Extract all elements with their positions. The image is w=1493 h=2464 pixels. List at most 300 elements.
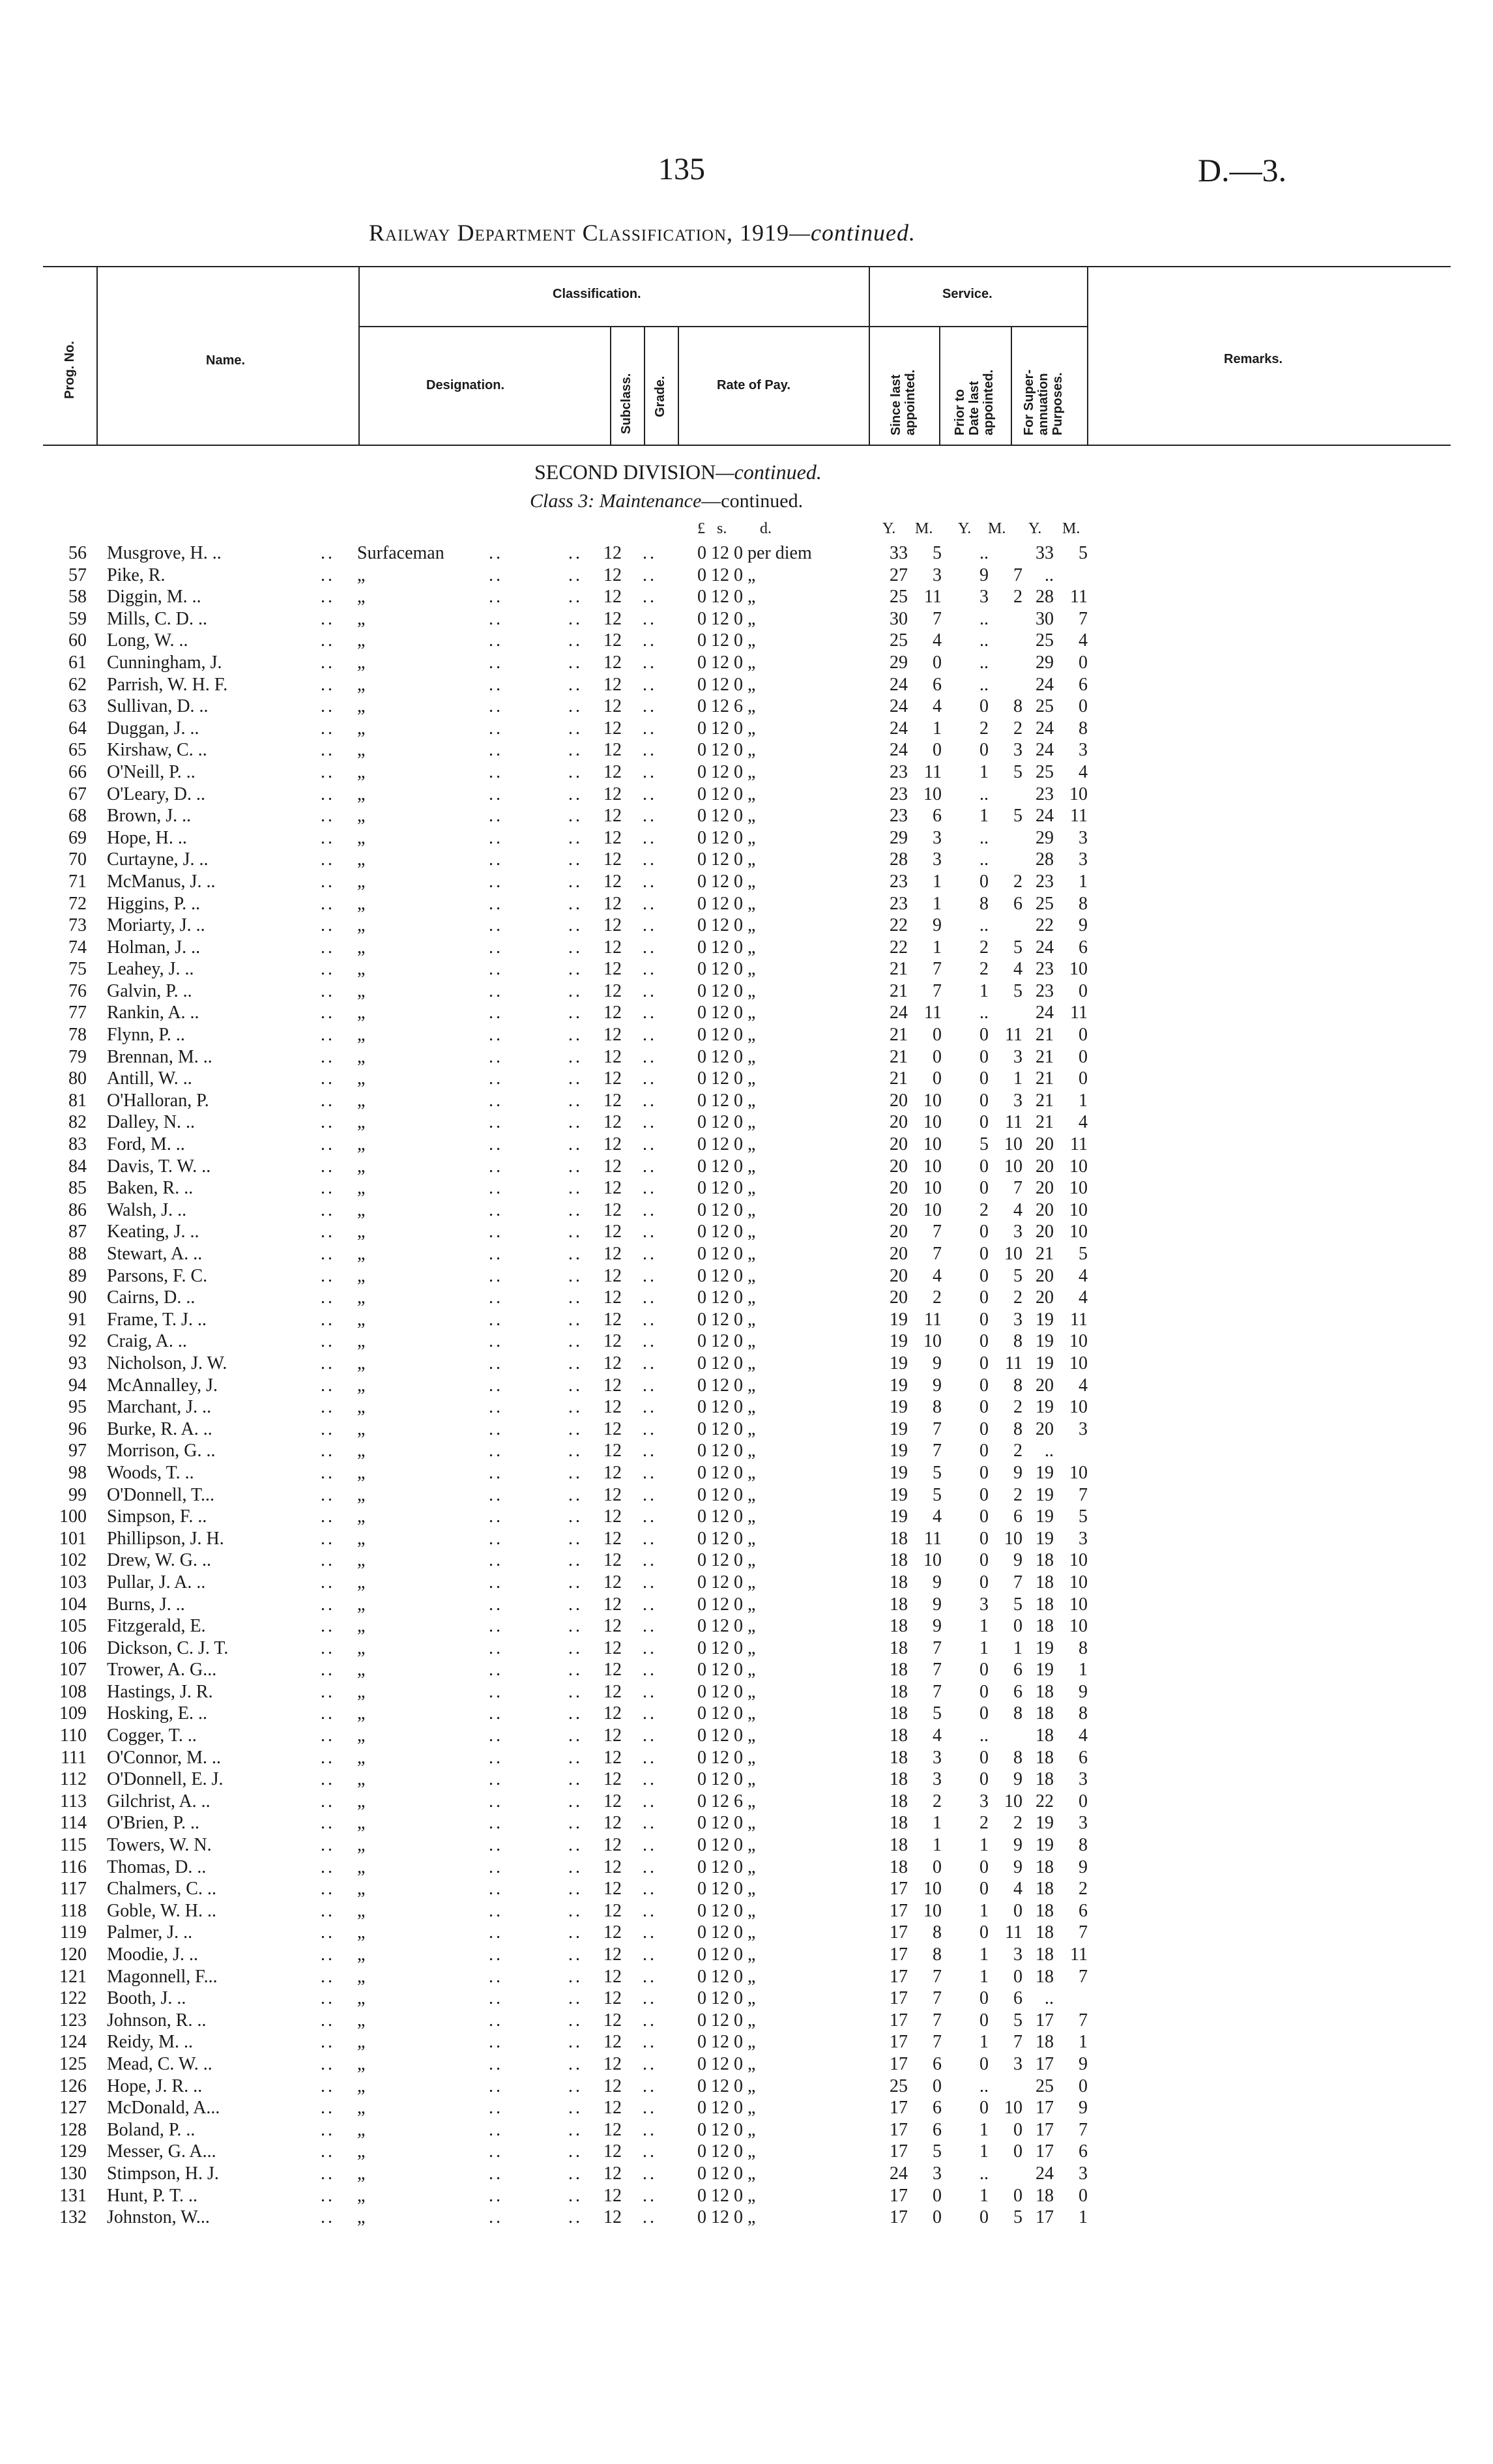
since-last-years: 18 xyxy=(890,1660,908,1680)
superannuation-years: 20 xyxy=(1036,1418,1054,1439)
leader-dots: .. xyxy=(489,849,503,870)
prior-to-date-months: 6 xyxy=(1013,1681,1022,1702)
prog-no: 121 xyxy=(59,1966,87,1987)
table-row xyxy=(0,1440,1493,1462)
since-last-months: 11 xyxy=(924,587,942,608)
since-last-service xyxy=(875,2010,947,2032)
table-row xyxy=(0,1287,1493,1309)
superannuation-service xyxy=(1021,1572,1093,1594)
since-last-service xyxy=(875,1156,947,1178)
subclass: 12 xyxy=(603,1156,622,1177)
superannuation-months: 10 xyxy=(1069,784,1088,804)
since-last-months: 10 xyxy=(923,1331,942,1352)
employee-name: Burns, J. .. xyxy=(107,1594,185,1615)
prior-to-date-months: 3 xyxy=(1013,1090,1022,1111)
superannuation-service xyxy=(1021,1068,1093,1090)
since-last-months: 3 xyxy=(933,827,942,848)
prior-to-date-years: .. xyxy=(979,2075,989,2096)
prog-no: 75 xyxy=(68,959,87,980)
superannuation-months: 10 xyxy=(1069,1462,1088,1483)
subclass: 12 xyxy=(603,2098,622,2119)
employee-name: Duggan, J. .. xyxy=(107,718,199,739)
superannuation-years: 18 xyxy=(1036,1922,1054,1943)
prog-no: 128 xyxy=(59,2119,87,2140)
leader-dots: .. xyxy=(643,630,657,651)
prog-no: 92 xyxy=(68,1331,87,1352)
designation: „ xyxy=(357,2075,366,2096)
since-last-months: 0 xyxy=(933,2075,942,2096)
since-last-years: 18 xyxy=(890,1637,908,1658)
employee-name: Dickson, C. J. T. xyxy=(107,1637,229,1658)
leader-dots: .. xyxy=(568,718,583,739)
superannuation-service xyxy=(1021,696,1093,718)
subclass: 12 xyxy=(603,1572,622,1592)
rate-of-pay: 0 12 0 „ xyxy=(697,1550,756,1571)
leader-dots: .. xyxy=(568,696,583,717)
leader-dots: .. xyxy=(568,1703,583,1724)
prior-to-date-years: 0 xyxy=(979,1681,989,1702)
designation: „ xyxy=(357,1879,366,1899)
prior-to-date-months: 3 xyxy=(1013,2053,1022,2074)
superannuation-months: 9 xyxy=(1079,1856,1088,1877)
leader-dots: .. xyxy=(489,2141,503,2162)
designation: „ xyxy=(357,1769,366,1790)
table-row xyxy=(0,1856,1493,1879)
leader-dots: .. xyxy=(568,565,583,585)
superannuation-months: 3 xyxy=(1079,740,1088,761)
since-last-years: 30 xyxy=(890,608,908,629)
table-row xyxy=(0,542,1493,565)
subclass: 12 xyxy=(603,1835,622,1856)
subclass: 12 xyxy=(603,1397,622,1418)
prog-no: 91 xyxy=(68,1309,87,1330)
superannuation-months: 4 xyxy=(1079,1375,1088,1396)
employee-name: O'Donnell, T... xyxy=(107,1484,214,1505)
superannuation-service xyxy=(1021,1681,1093,1703)
superannuation-years: 18 xyxy=(1036,1856,1054,1877)
header-name: Name. xyxy=(206,353,246,368)
rate-of-pay: 0 12 0 „ xyxy=(697,1879,756,1899)
rate-of-pay: 0 12 0 „ xyxy=(697,806,756,827)
prog-no: 105 xyxy=(59,1616,87,1637)
leader-dots: .. xyxy=(643,1046,657,1067)
table-row xyxy=(0,871,1493,893)
employee-name: Burke, R. A. .. xyxy=(107,1418,212,1439)
superannuation-months: 9 xyxy=(1079,1681,1088,1702)
superannuation-service xyxy=(1021,586,1093,608)
prog-no: 72 xyxy=(68,893,87,914)
table-row xyxy=(0,674,1493,696)
prog-no: 119 xyxy=(60,1922,87,1943)
superannuation-years: 17 xyxy=(1036,2119,1054,2140)
table-row xyxy=(0,1177,1493,1199)
prior-to-date-years: .. xyxy=(979,1725,989,1746)
rate-of-pay: 0 12 0 „ xyxy=(697,1418,756,1439)
prog-no: 83 xyxy=(68,1134,87,1155)
prior-to-date-months: 8 xyxy=(1013,1703,1022,1724)
superannuation-years: 18 xyxy=(1036,1879,1054,1899)
prior-to-date-years: 1 xyxy=(979,2141,989,2162)
table-row xyxy=(0,1900,1493,1922)
table-row xyxy=(0,1111,1493,1134)
superannuation-years: 20 xyxy=(1036,1199,1054,1220)
since-last-years: 23 xyxy=(890,806,908,827)
prior-to-date-years: 1 xyxy=(979,2185,989,2206)
since-last-service xyxy=(875,1243,947,1265)
table-row xyxy=(0,1265,1493,1287)
table-row xyxy=(0,2053,1493,2075)
prior-to-date-years: 0 xyxy=(979,1244,989,1264)
leader-dots: .. xyxy=(321,1835,335,1856)
since-last-years: 22 xyxy=(890,915,908,936)
prior-to-date-months: 7 xyxy=(1013,1178,1022,1199)
since-last-months: 0 xyxy=(933,2207,942,2228)
superannuation-service xyxy=(1021,1134,1093,1156)
prior-to-date-service xyxy=(956,1549,1021,1572)
employee-name: Morrison, G. .. xyxy=(107,1441,216,1461)
superannuation-service xyxy=(1021,565,1093,587)
since-last-years: 21 xyxy=(890,1025,908,1046)
superannuation-months: 10 xyxy=(1069,1572,1088,1592)
since-last-years: 27 xyxy=(890,565,908,585)
rate-of-pay: 0 12 0 „ xyxy=(697,2141,756,2162)
leader-dots: .. xyxy=(321,1922,335,1943)
leader-dots: .. xyxy=(643,1222,657,1242)
prog-no: 64 xyxy=(68,718,87,739)
since-last-months: 9 xyxy=(933,915,942,936)
prior-to-date-service xyxy=(956,2141,1021,2163)
superannuation-service xyxy=(1021,1418,1093,1441)
prior-to-date-months: 7 xyxy=(1013,1572,1022,1592)
leader-dots: .. xyxy=(489,980,503,1001)
since-last-years: 29 xyxy=(890,827,908,848)
rate-of-pay: 0 12 0 „ xyxy=(697,2053,756,2074)
superannuation-years: 19 xyxy=(1036,1353,1054,1373)
designation: „ xyxy=(357,1418,366,1439)
superannuation-months: 7 xyxy=(1079,1922,1088,1943)
leader-dots: .. xyxy=(489,1309,503,1330)
designation: „ xyxy=(357,1353,366,1373)
prior-to-date-years: .. xyxy=(979,2163,989,2184)
since-last-years: 20 xyxy=(890,1199,908,1220)
since-last-service xyxy=(875,1134,947,1156)
designation: „ xyxy=(357,2119,366,2140)
superannuation-months: 0 xyxy=(1079,1025,1088,1046)
rate-of-pay: 0 12 0 „ xyxy=(697,1375,756,1396)
since-last-months: 11 xyxy=(924,1309,942,1330)
superannuation-years: 23 xyxy=(1036,959,1054,980)
since-last-years: 19 xyxy=(890,1441,908,1461)
leader-dots: .. xyxy=(643,1528,657,1549)
prog-no: 93 xyxy=(68,1353,87,1373)
superannuation-months: 11 xyxy=(1070,1944,1088,1965)
since-last-service xyxy=(875,2119,947,2141)
superannuation-months: 2 xyxy=(1079,1879,1088,1899)
superannuation-years: 18 xyxy=(1036,2032,1054,2053)
table-row xyxy=(0,1659,1493,1681)
since-last-service xyxy=(875,1615,947,1637)
superannuation-years: 18 xyxy=(1036,1725,1054,1746)
leader-dots: .. xyxy=(489,784,503,804)
employee-name: Cogger, T. .. xyxy=(107,1725,197,1746)
table-row xyxy=(0,1002,1493,1024)
leader-dots: .. xyxy=(643,2053,657,2074)
superannuation-service xyxy=(1021,1922,1093,1944)
since-last-service xyxy=(875,1856,947,1879)
superannuation-years: 23 xyxy=(1036,784,1054,804)
prog-no: 103 xyxy=(59,1572,87,1592)
prog-no: 76 xyxy=(68,980,87,1001)
subclass: 12 xyxy=(603,2119,622,2140)
leader-dots: .. xyxy=(643,740,657,761)
since-last-months: 11 xyxy=(924,1003,942,1023)
leader-dots: .. xyxy=(643,1178,657,1199)
leader-dots: .. xyxy=(321,718,335,739)
employee-name: Messer, G. A... xyxy=(107,2141,216,2162)
subclass: 12 xyxy=(603,1988,622,2009)
prior-to-date-years: 0 xyxy=(979,2207,989,2228)
superannuation-service xyxy=(1021,784,1093,806)
employee-name: O'Neill, P. .. xyxy=(107,761,196,782)
superannuation-years: 19 xyxy=(1036,1484,1054,1505)
subclass: 12 xyxy=(603,761,622,782)
prior-to-date-service xyxy=(956,915,1021,937)
prog-no: 86 xyxy=(68,1199,87,1220)
leader-dots: .. xyxy=(643,1265,657,1286)
superannuation-months: 1 xyxy=(1079,1660,1088,1680)
employee-name: Higgins, P. .. xyxy=(107,893,201,914)
since-last-years: 20 xyxy=(890,1134,908,1155)
leader-dots: .. xyxy=(643,2098,657,2119)
leader-dots: .. xyxy=(321,959,335,980)
employee-name: Craig, A. .. xyxy=(107,1331,187,1352)
subclass: 12 xyxy=(603,1616,622,1637)
prior-to-date-years: 1 xyxy=(979,761,989,782)
superannuation-months: 10 xyxy=(1069,1331,1088,1352)
prior-to-date-service xyxy=(956,674,1021,696)
designation: „ xyxy=(357,849,366,870)
since-last-years: 19 xyxy=(890,1484,908,1505)
superannuation-service xyxy=(1021,1878,1093,1900)
prior-to-date-service xyxy=(956,1725,1021,1747)
leader-dots: .. xyxy=(489,1966,503,1987)
superannuation-years: 24 xyxy=(1036,937,1054,958)
since-last-years: 18 xyxy=(890,1616,908,1637)
subclass: 12 xyxy=(603,652,622,673)
leader-dots: .. xyxy=(321,1900,335,1921)
prior-to-date-years: 0 xyxy=(979,1988,989,2009)
header-remarks: Remarks. xyxy=(1224,352,1283,366)
rate-of-pay: 0 12 0 „ xyxy=(697,1199,756,1220)
prior-to-date-service xyxy=(956,1812,1021,1834)
leader-dots: .. xyxy=(568,1988,583,2009)
superannuation-service xyxy=(1021,2097,1093,2119)
prior-to-date-service xyxy=(956,1594,1021,1616)
subclass: 12 xyxy=(603,587,622,608)
designation: „ xyxy=(357,587,366,608)
leader-dots: .. xyxy=(489,1353,503,1373)
since-last-service xyxy=(875,1812,947,1834)
prior-to-date-years: .. xyxy=(979,1003,989,1023)
since-last-service xyxy=(875,1768,947,1791)
table-row xyxy=(0,1966,1493,1988)
since-last-years: 20 xyxy=(890,1090,908,1111)
employee-name: Galvin, P. .. xyxy=(107,980,192,1001)
since-last-years: 18 xyxy=(890,1681,908,1702)
prog-no: 109 xyxy=(59,1703,87,1724)
rate-of-pay: 0 12 0 „ xyxy=(697,1900,756,1921)
prior-to-date-service xyxy=(956,1878,1021,1900)
leader-dots: .. xyxy=(568,1222,583,1242)
leader-dots: .. xyxy=(489,1287,503,1308)
table-row xyxy=(0,2031,1493,2053)
prior-to-date-months: 2 xyxy=(1013,587,1022,608)
leader-dots: .. xyxy=(321,543,335,563)
staff-table-body xyxy=(0,542,1493,2229)
leader-dots: .. xyxy=(568,1725,583,1746)
leader-dots: .. xyxy=(643,1112,657,1133)
leader-dots: .. xyxy=(321,1353,335,1373)
leader-dots: .. xyxy=(489,871,503,892)
prog-no: 124 xyxy=(59,2032,87,2053)
subclass: 12 xyxy=(603,893,622,914)
prior-to-date-service xyxy=(956,718,1021,740)
designation: „ xyxy=(357,1550,366,1571)
employee-name: Mills, C. D. .. xyxy=(107,608,208,629)
prior-to-date-years: 1 xyxy=(979,1944,989,1965)
leader-dots: .. xyxy=(568,2119,583,2140)
leader-dots: .. xyxy=(568,652,583,673)
leader-dots: .. xyxy=(643,1922,657,1943)
superannuation-service xyxy=(1021,915,1093,937)
prog-no: 87 xyxy=(68,1222,87,1242)
unit-pence: d. xyxy=(760,520,772,537)
table-row xyxy=(0,2141,1493,2163)
subclass: 12 xyxy=(603,1375,622,1396)
unit-pounds: £ xyxy=(697,520,705,537)
superannuation-years: 25 xyxy=(1036,630,1054,651)
subclass: 12 xyxy=(603,1134,622,1155)
designation: „ xyxy=(357,2185,366,2206)
leader-dots: .. xyxy=(568,893,583,914)
since-last-months: 11 xyxy=(924,1528,942,1549)
class-title xyxy=(530,490,803,512)
since-last-months: 0 xyxy=(933,652,942,673)
prior-to-date-years: 1 xyxy=(979,1637,989,1658)
table-row xyxy=(0,2075,1493,2098)
superannuation-years: 20 xyxy=(1036,1178,1054,1199)
header-service: Service. xyxy=(942,287,993,301)
since-last-service xyxy=(875,893,947,915)
since-last-years: 24 xyxy=(890,740,908,761)
superannuation-years: 33 xyxy=(1036,543,1054,563)
leader-dots: .. xyxy=(489,1594,503,1615)
table-row xyxy=(0,1594,1493,1616)
superannuation-months: 5 xyxy=(1079,1506,1088,1527)
prog-no: 106 xyxy=(59,1637,87,1658)
prior-to-date-years: 1 xyxy=(979,1616,989,1637)
prior-to-date-months: 3 xyxy=(1013,1222,1022,1242)
prior-to-date-service xyxy=(956,586,1021,608)
table-row xyxy=(0,652,1493,674)
leader-dots: .. xyxy=(321,1046,335,1067)
leader-dots: .. xyxy=(568,2207,583,2228)
since-last-years: 19 xyxy=(890,1375,908,1396)
leader-dots: .. xyxy=(568,1944,583,1965)
prior-to-date-years: 0 xyxy=(979,1879,989,1899)
rate-of-pay: 0 12 0 „ xyxy=(697,1287,756,1308)
superannuation-years: 22 xyxy=(1036,915,1054,936)
prior-to-date-service xyxy=(956,849,1021,871)
leader-dots: .. xyxy=(568,915,583,936)
leader-dots: .. xyxy=(568,1660,583,1680)
since-last-years: 18 xyxy=(890,1791,908,1811)
prog-no: 120 xyxy=(59,1944,87,1965)
superannuation-service xyxy=(1021,2053,1093,2075)
leader-dots: .. xyxy=(321,1178,335,1199)
prior-to-date-months: 1 xyxy=(1013,1068,1022,1089)
prior-to-date-service xyxy=(956,1462,1021,1484)
since-last-years: 20 xyxy=(890,1222,908,1242)
superannuation-years: 17 xyxy=(1036,2053,1054,2074)
prog-no: 125 xyxy=(59,2053,87,2074)
prior-to-date-years: 1 xyxy=(979,980,989,1001)
since-last-months: 9 xyxy=(933,1572,942,1592)
prior-to-date-years: 0 xyxy=(979,2053,989,2074)
superannuation-months: 11 xyxy=(1070,1003,1088,1023)
prog-no: 84 xyxy=(68,1156,87,1177)
prior-to-date-years: 0 xyxy=(979,1309,989,1330)
unit-years-since: Y. xyxy=(882,520,896,537)
leader-dots: .. xyxy=(568,674,583,695)
employee-name: Musgrove, H. .. xyxy=(107,543,222,563)
prior-to-date-months: 5 xyxy=(1013,1594,1022,1615)
prior-to-date-months: 9 xyxy=(1013,1550,1022,1571)
rate-of-pay: 0 12 0 „ xyxy=(697,2163,756,2184)
employee-name: Cairns, D. .. xyxy=(107,1287,196,1308)
leader-dots: .. xyxy=(489,1222,503,1242)
employee-name: Leahey, J. .. xyxy=(107,959,194,980)
leader-dots: .. xyxy=(568,761,583,782)
prior-to-date-years: 2 xyxy=(979,959,989,980)
superannuation-months: 10 xyxy=(1069,1199,1088,1220)
leader-dots: .. xyxy=(643,1506,657,1527)
leader-dots: .. xyxy=(568,1484,583,1505)
leader-dots: .. xyxy=(321,1703,335,1724)
superannuation-months: 10 xyxy=(1069,1616,1088,1637)
superannuation-years: 29 xyxy=(1036,827,1054,848)
superannuation-months: 11 xyxy=(1070,587,1088,608)
employee-name: Parsons, F. C. xyxy=(107,1265,208,1286)
rate-of-pay: 0 12 0 „ xyxy=(697,740,756,761)
prior-to-date-service xyxy=(956,937,1021,959)
table-row xyxy=(0,1812,1493,1834)
subclass: 12 xyxy=(603,565,622,585)
prior-to-date-years: 0 xyxy=(979,1528,989,1549)
superannuation-service xyxy=(1021,739,1093,761)
prior-to-date-service xyxy=(956,1966,1021,1988)
rate-of-pay: 0 12 0 „ xyxy=(697,565,756,585)
leader-dots: .. xyxy=(489,1178,503,1199)
leader-dots: .. xyxy=(321,827,335,848)
leader-dots: .. xyxy=(643,1309,657,1330)
employee-name: O'Donnell, E. J. xyxy=(107,1769,224,1790)
leader-dots: .. xyxy=(643,674,657,695)
table-row xyxy=(0,1024,1493,1046)
superannuation-months: 5 xyxy=(1079,543,1088,563)
leader-dots: .. xyxy=(568,1769,583,1790)
leader-dots: .. xyxy=(568,2053,583,2074)
